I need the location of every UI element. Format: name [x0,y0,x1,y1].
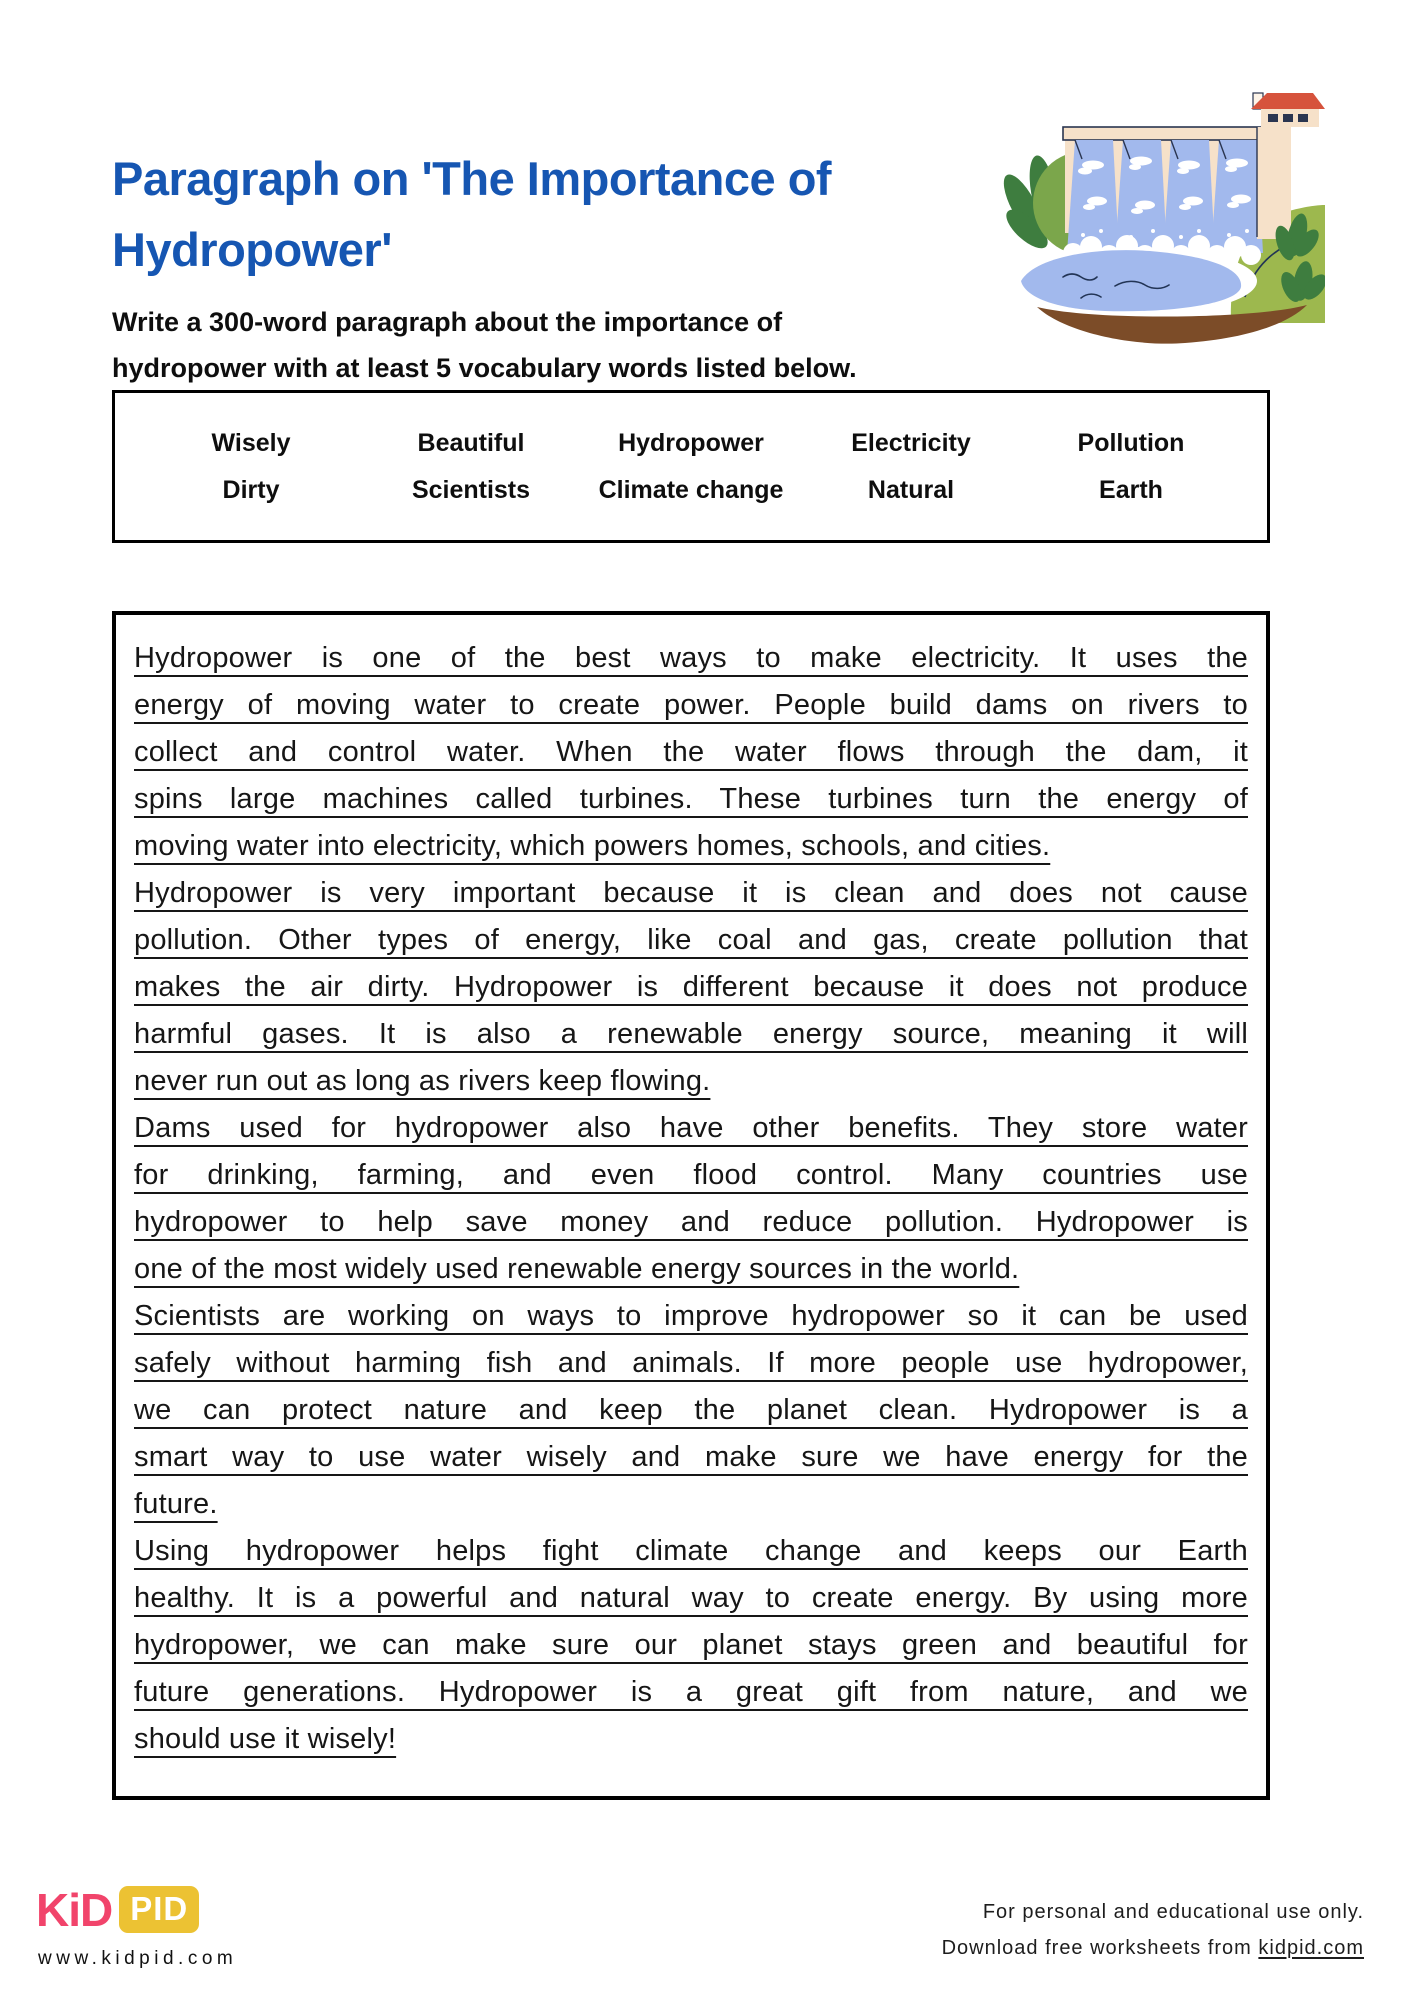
page-title-line2: Hydropower' [112,223,392,277]
paragraph-line: Dams used for hydropower also have other benefits. They store water [134,1112,1248,1144]
paragraph-line: makes the air dirty. Hydropower is different because it does not produce [134,971,1248,1003]
paragraph-line: smart way to use water wisely and make sure we have energy for the [134,1441,1248,1473]
vocab-row-1 [141,429,1241,458]
page-title-line1: Paragraph on 'The Importance of [112,152,832,206]
paragraph-line: Using hydropower helps fight climate change and keeps our Earth [134,1535,1248,1567]
dam-tower [1257,127,1291,239]
usage-note-line2-prefix: Download free worksheets from [941,1937,1259,1959]
paragraph-line: never run out as long as rivers keep flowing. [134,1065,711,1097]
paragraph-line: Scientists are working on ways to improve hydropower so it can be used [134,1300,1248,1332]
dam-illustration-svg [985,85,1325,345]
paragraph-line: one of the most widely used renewable energy sources in the world. [134,1253,1020,1285]
vocab-word: Wisely [211,428,291,457]
vocab-word: Beautiful [417,428,525,457]
paragraph-line: energy of moving water to create power. People build dams on rivers to [134,689,1248,721]
vocab-word: Scientists [411,475,531,504]
usage-note [942,1894,1364,1966]
writing-lines [134,635,1248,1763]
page-title [112,143,1012,285]
paragraph-line: should use it wisely! [134,1723,397,1755]
vocab-word: Electricity [851,428,971,457]
paragraph-line: future generations. Hydropower is a great gift from nature, and we [134,1676,1248,1708]
kidpid-link[interactable]: kidpid.com [1258,1937,1364,1959]
paragraph-line: healthy. It is a powerful and natural way to create energy. By using more [134,1582,1248,1614]
vocab-word: Climate change [598,475,784,504]
usage-note-line1: For personal and educational use only. [982,1901,1364,1923]
vocab-word: Natural [867,475,955,504]
paragraph-line: safely without harming fish and animals. If more people use hydropower, [134,1347,1248,1379]
paragraph-line: we can protect nature and keep the planet clean. Hydropower is a [134,1394,1248,1426]
usage-note-line2 [942,1930,1364,1966]
vocab-row-2 [141,476,1241,505]
paragraph-line: spins large machines called turbines. These turbines turn the energy of [134,783,1248,815]
vocabulary-box [112,390,1270,543]
paragraph-line: for drinking, farming, and even flood control. Many countries use [134,1159,1248,1191]
paragraph-line: moving water into electricity, which powers homes, schools, and cities. [134,830,1051,862]
hydropower-dam-illustration [985,85,1325,345]
paragraph-line: harmful gases. It is also a renewable energy source, meaning it will [134,1018,1248,1050]
powerhouse-windows [1268,114,1308,122]
kidpid-logo [36,1883,199,1936]
vocab-word: Hydropower [618,428,764,457]
instructions-line1: Write a 300-word paragraph about the importance of [112,307,783,337]
paragraph-line: future. [134,1488,218,1520]
logo-pid-badge: PID [119,1886,199,1933]
vocab-word: Dirty [222,475,280,504]
paragraph-line: Hydropower is very important because it is clean and does not cause [134,877,1248,909]
paragraph-line: collect and control water. When the water flows through the dam, it [134,736,1248,768]
vocab-word: Earth [1099,475,1163,504]
paragraph-line: Hydropower is one of the best ways to make electricity. It uses the [134,642,1248,674]
logo-kid-text: KiD [36,1883,113,1936]
site-url: www.kidpid.com [38,1948,238,1969]
paragraph-line: pollution. Other types of energy, like coal and gas, create pollution that [134,924,1248,956]
paragraph-line: hydropower to help save money and reduce pollution. Hydropower is [134,1206,1248,1238]
dam-cap [1063,127,1279,140]
vocab-word: Pollution [1077,428,1185,457]
paragraph-line: hydropower, we can make sure our planet stays green and beautiful for [134,1629,1248,1661]
instructions-line2: hydropower with at least 5 vocabulary words listed below. [112,353,857,383]
writing-box [112,611,1270,1800]
instructions-text [112,299,892,391]
